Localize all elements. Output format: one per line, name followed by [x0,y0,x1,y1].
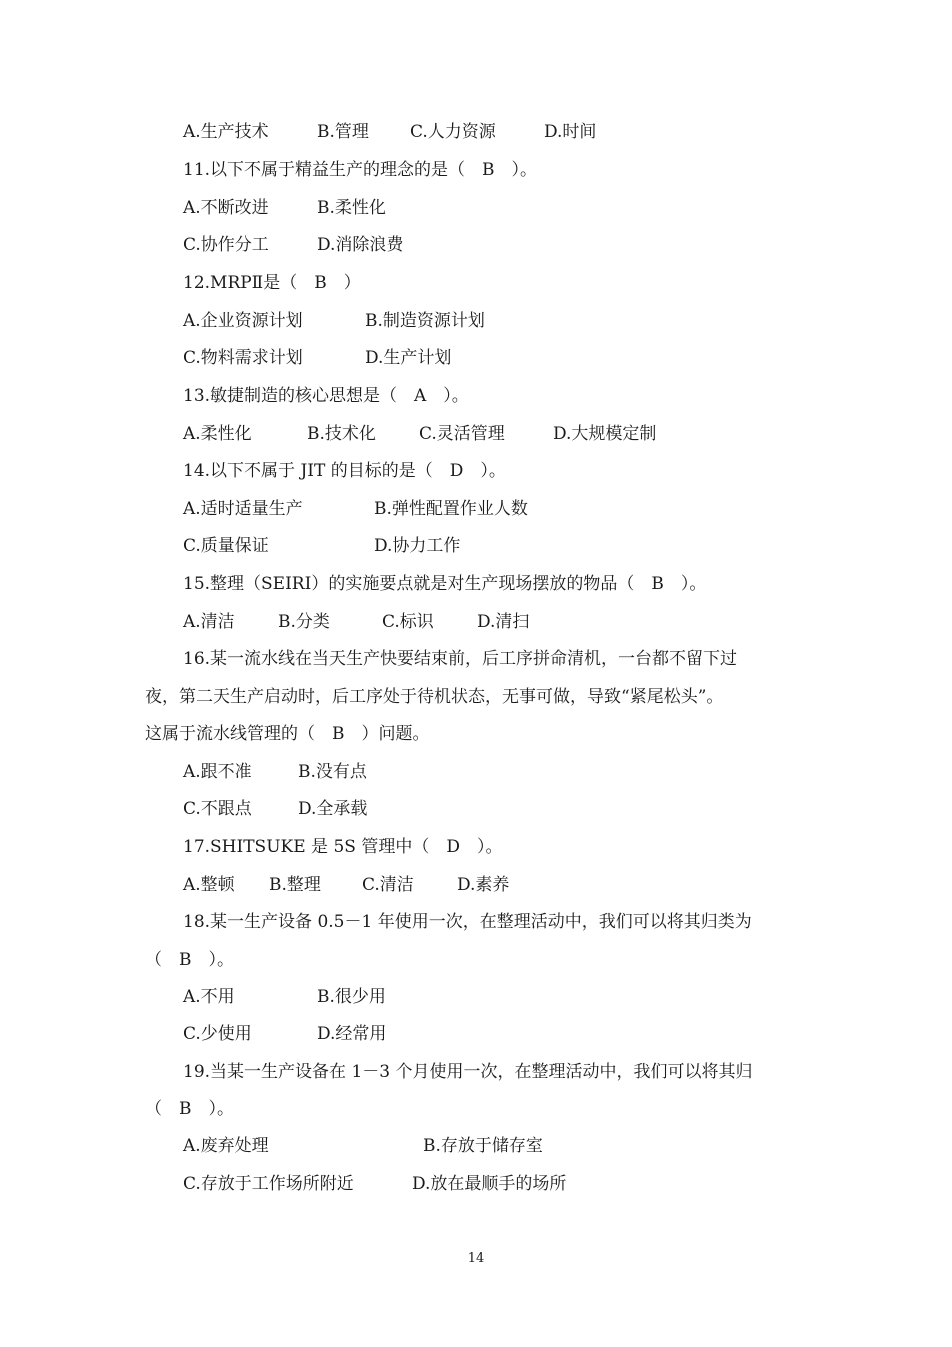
q12-options-row2 [183,346,451,370]
q17-option-d: D.素养 [457,875,510,895]
q19-option-a: A.废弃处理 [183,1136,269,1156]
q11-option-a: A.不断改进 [183,198,269,218]
q19-option-d: D.放在最顺手的场所 [412,1174,567,1194]
q14-stem: 14.以下不属于 JIT 的目标的是（ D ）。 [183,461,506,481]
q17-stem: 17.SHITSUKE 是 5S 管理中（ D ）。 [183,837,503,857]
q18-option-c: C.少使用 [183,1024,252,1044]
q13-option-c: C.灵活管理 [419,424,505,444]
q12-option-b: B.制造资源计划 [365,311,485,331]
q16-stem-line3: 这属于流水线管理的（ B ）问题。 [145,724,430,744]
q12-option-a: A.企业资源计划 [183,311,303,331]
q19-options-row1 [183,1134,543,1158]
q16-stem-line2: 夜，第二天生产启动时，后工序处于待机状态，无事可做，导致“紧尾松头”。 [145,687,724,707]
q18-options-row1 [183,985,386,1009]
q14-option-a: A.适时适量生产 [183,499,303,519]
q18-stem-line2: （ B ）。 [145,950,234,970]
q19-options-row2 [183,1172,566,1196]
q16-options-row1 [183,760,367,784]
q13-option-b: B.技术化 [307,424,376,444]
q13-option-d: D.大规模定制 [553,424,657,444]
q16-option-a: A.跟不准 [183,762,252,782]
q15-option-d: D.清扫 [477,612,530,632]
q16-option-d: D.全承载 [298,799,368,819]
q13-stem: 13.敏捷制造的核心思想是（ A ）。 [183,386,469,406]
q15-stem: 15.整理（SEIRI）的实施要点就是对生产现场摆放的物品（ B ）。 [183,574,707,594]
q12-option-d: D.生产计划 [365,348,452,368]
q18-options-row2 [183,1022,386,1046]
q11-option-d: D.消除浪费 [317,235,404,255]
q14-option-c: C.质量保证 [183,536,269,556]
page-number: 14 [467,1251,485,1266]
q18-option-a: A.不用 [183,987,235,1007]
q17-options [183,873,509,897]
q11-option-c: C.协作分工 [183,235,269,255]
q10-option-d: D.时间 [544,122,597,142]
q10-option-a: A.生产技术 [183,122,269,142]
q12-option-c: C.物料需求计划 [183,348,303,368]
q15-option-b: B.分类 [278,612,330,632]
q16-option-b: B.没有点 [298,762,367,782]
q10-option-b: B.管理 [317,122,369,142]
q11-stem: 11.以下不属于精益生产的理念的是（ B ）。 [183,160,538,180]
q13-options [183,422,656,446]
q18-option-d: D.经常用 [317,1024,387,1044]
q19-stem-line2: （ B ）。 [145,1099,234,1119]
q14-option-b: B.弹性配置作业人数 [374,499,528,519]
q16-stem-line1: 16.某一流水线在当天生产快要结束前，后工序拼命清机，一台都不留下过 [183,649,738,669]
q17-option-a: A.整顿 [183,875,235,895]
q16-options-row2 [183,797,367,821]
q10-options [183,120,596,144]
q14-options-row1 [183,497,528,521]
q11-option-b: B.柔性化 [317,198,386,218]
q16-option-c: C.不跟点 [183,799,252,819]
q17-option-c: C.清洁 [362,875,414,895]
q10-option-c: C.人力资源 [410,122,496,142]
q19-option-c: C.存放于工作场所附近 [183,1174,354,1194]
q12-options-row1 [183,309,485,333]
q17-option-b: B.整理 [269,875,321,895]
q11-options-row1 [183,196,386,220]
q11-options-row2 [183,233,403,257]
q15-option-c: C.标识 [382,612,434,632]
q18-option-b: B.很少用 [317,987,386,1007]
q19-stem-line1: 19.当某一生产设备在 1－3 个月使用一次，在整理活动中，我们可以将其归 [183,1062,753,1082]
q15-options [183,610,529,634]
q19-option-b: B.存放于储存室 [423,1136,543,1156]
q13-option-a: A.柔性化 [183,424,252,444]
q14-options-row2 [183,534,460,558]
q18-stem-line1: 18.某一生产设备 0.5－1 年使用一次，在整理活动中，我们可以将其归类为 [183,912,752,932]
q15-option-a: A.清洁 [183,612,235,632]
q14-option-d: D.协力工作 [374,536,461,556]
q12-stem: 12.MRPⅡ是（ B ） [183,273,361,293]
